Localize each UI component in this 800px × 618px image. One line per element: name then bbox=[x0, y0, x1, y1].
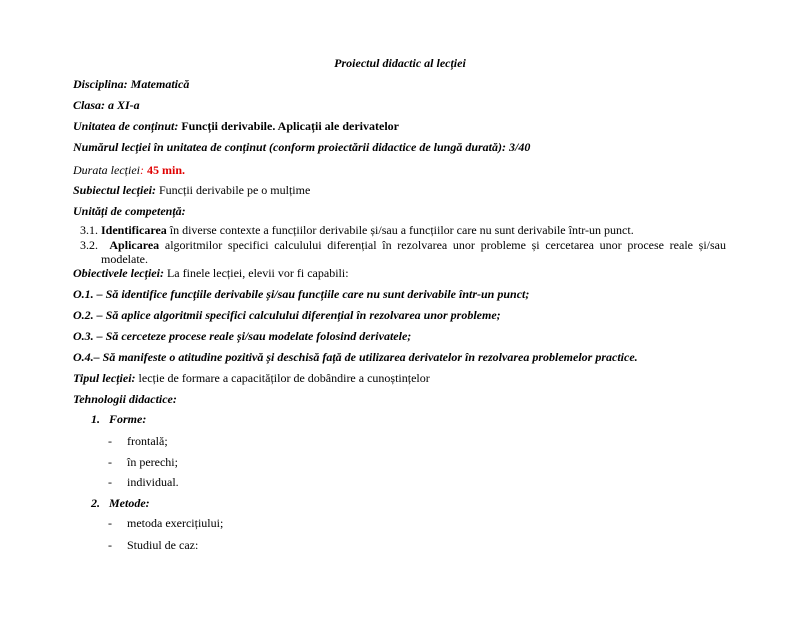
duration-value: 45 min. bbox=[146, 163, 185, 177]
dash-bullet: - bbox=[108, 516, 112, 530]
competences-heading: Unități de competență: bbox=[73, 204, 186, 218]
dash-bullet: - bbox=[108, 434, 112, 448]
forms-number: 1. bbox=[91, 412, 100, 426]
objectives-intro bbox=[73, 266, 349, 280]
dash-bullet: - bbox=[108, 455, 112, 469]
dash-bullet: - bbox=[108, 475, 112, 489]
page-title: Proiectul didactic al lecției bbox=[334, 56, 466, 70]
lesson-type bbox=[73, 371, 430, 385]
technologies-heading: Tehnologii didactice: bbox=[73, 392, 177, 406]
list-item: - în perechi; bbox=[108, 455, 178, 469]
objectives-label: Obiectivele lecției: bbox=[73, 266, 164, 280]
methods-number: 2. bbox=[91, 496, 100, 510]
competence-text: în diverse contexte a funcțiilor derivabile și/sau a funcțiilor care nu sunt derivabile într-un punct. bbox=[169, 223, 634, 237]
duration-label: Durata lecției bbox=[73, 163, 140, 177]
content-unit bbox=[73, 119, 399, 133]
lesson-number: Numărul lecției în unitatea de conținut (conform proiectării didactice de lungă durată): 3/40 bbox=[73, 140, 531, 154]
methods-heading bbox=[91, 496, 150, 510]
lesson-subject bbox=[73, 183, 310, 197]
list-item: - frontală; bbox=[108, 434, 168, 448]
dash-bullet: - bbox=[108, 538, 112, 552]
objective-item: O.2. – Să aplice algoritmii specifici calculului diferențial în rezolvarea unor probleme; bbox=[73, 308, 501, 322]
competence-item bbox=[80, 238, 726, 252]
competence-keyword: Aplicarea bbox=[109, 238, 160, 252]
lesson-duration bbox=[73, 163, 185, 177]
class: Clasa: a XI-a bbox=[73, 98, 140, 112]
lesson-type-label: Tipul lecției: bbox=[73, 371, 136, 385]
competence-number: 3.1. bbox=[80, 223, 98, 237]
objective-item: O.3. – Să cerceteze procese reale și/sau modelate folosind derivatele; bbox=[73, 329, 412, 343]
list-item: - Studiul de caz: bbox=[108, 538, 199, 552]
competence-number: 3.2. bbox=[80, 238, 98, 252]
competence-text: algoritmilor specifici calculului diferențial în rezolvarea unor probleme și cercetarea unor procese reale și/sau bbox=[164, 238, 727, 252]
competence-continuation: modelate. bbox=[101, 252, 148, 266]
forms-label: Forme: bbox=[109, 412, 147, 426]
methods-label: Metode: bbox=[109, 496, 150, 510]
objective-item: O.4.– Să manifeste o atitudine pozitivă și deschisă față de utilizarea derivatelor în rezolvarea problemelor practice. bbox=[73, 350, 638, 364]
discipline: Disciplina: Matematică bbox=[73, 77, 190, 91]
subject-value: Funcții derivabile pe o mulțime bbox=[159, 183, 311, 197]
list-item: - metoda exercițiului; bbox=[108, 516, 224, 530]
objectives-intro-text: La finele lecției, elevii vor fi capabili: bbox=[166, 266, 349, 280]
list-item: - individual. bbox=[108, 475, 179, 489]
content-unit-label: Unitatea de conținut: bbox=[73, 119, 179, 133]
forms-heading bbox=[91, 412, 146, 426]
lesson-type-value: lecție de formare a capacităților de dobândire a cunoștințelor bbox=[138, 371, 430, 385]
subject-label: Subiectul lecției: bbox=[73, 183, 156, 197]
competence-keyword: Identificarea bbox=[101, 223, 167, 237]
objective-item: O.1. – Să identifice funcțiile derivabile și/sau funcțiile care nu sunt derivabile într-un punct; bbox=[73, 287, 530, 301]
competence-item bbox=[80, 223, 634, 237]
duration-colon: : bbox=[139, 163, 144, 177]
content-unit-value: Funcții derivabile. Aplicații ale derivatelor bbox=[181, 119, 399, 133]
